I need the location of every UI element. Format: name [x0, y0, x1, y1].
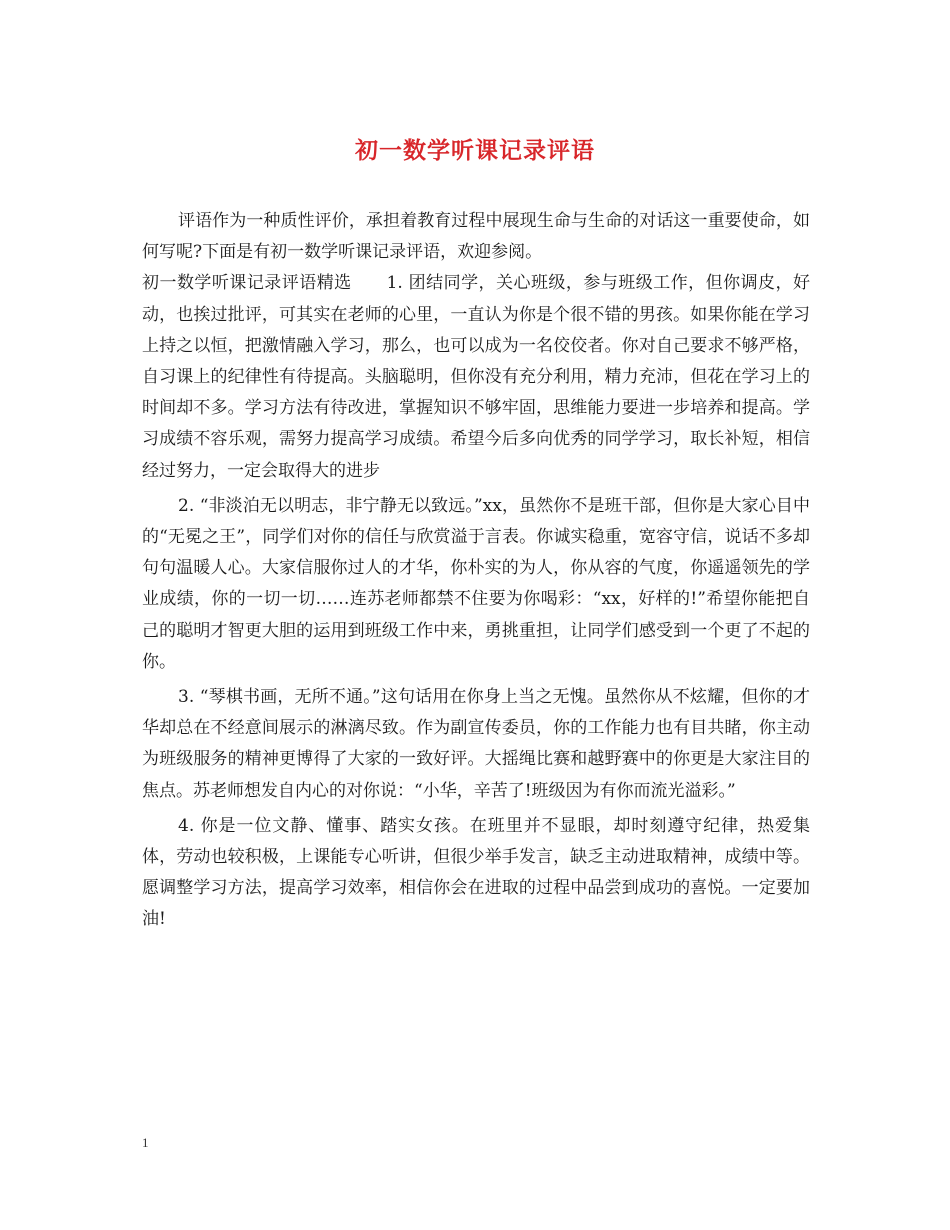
comment-paragraph-2: 2. “非淡泊无以明志，非宁静无以致远。”xx，虽然你不是班干部，但你是大家心目中的“无冕之王”，同学们对你的信任与欣赏溢于言表。你诚实稳重，宽容守信，说话不多却句句温暖人心。大家信服你过人的才华，你朴实的为人，你从容的气度，你遥遥领先的学业成绩，你的一切一切……连苏老师都禁不住要为你喝彩：“xx，好样的!”希望你能把自己的聪明才智更大胆的运用到班级工作中来，勇挑重担，让同学们感受到一个更了不起的你。: [142, 495, 810, 672]
page-number: 1: [142, 1135, 149, 1150]
comment-paragraph-1: 初一数学听课记录评语精选 1. 团结同学，关心班级，参与班级工作，但你调皮，好动，也挨过批评，可其实在老师的心里，一直认为你是个很不错的男孩。如果你能在学习上持之以恒，把激情融入学习，那么，也可以成为一名佼佼者。你对自己要求不够严格，自习课上的纪律性有待提高。头脑聪明，但你没有充分利用，精力充沛，但花在学习上的时间却不多。学习方法有待改进，掌握知识不够牢固，思维能力要进一步培养和提高。学习成绩不容乐观，需努力提高学习成绩。希望今后多向优秀的同学学习，取长补短，相信经过努力，一定会取得大的进步: [142, 273, 810, 481]
comment-paragraph-3: 3. “琴棋书画，无所不通。”这句话用在你身上当之无愧。虽然你从不炫耀，但你的才华却总在不经意间展示的淋漓尽致。作为副宣传委员，你的工作能力也有目共睹，你主动为班级服务的精神更博得了大家的一致好评。大摇绳比赛和越野赛中的你更是大家注目的焦点。苏老师想发自内心的对你说：“小华，辛苦了!班级因为有你而流光溢彩。”: [142, 687, 810, 801]
intro-paragraph: 评语作为一种质性评价，承担着教育过程中展现生命与生命的对话这一重要使命，如何写呢?下面是有初一数学听课记录评语，欢迎参阅。: [142, 211, 810, 263]
comment-paragraph-4: 4. 你是一位文静、懂事、踏实女孩。在班里并不显眼，却时刻遵守纪律，热爱集体，劳动也较积极，上课能专心听讲，但很少举手发言，缺乏主动进取精神，成绩中等。愿调整学习方法，提高学习效率，相信你会在进取的过程中品尝到成功的喜悦。一定要加油!: [142, 815, 810, 930]
document-title: 初一数学听课记录评语: [355, 137, 595, 164]
document-body: [142, 206, 810, 936]
